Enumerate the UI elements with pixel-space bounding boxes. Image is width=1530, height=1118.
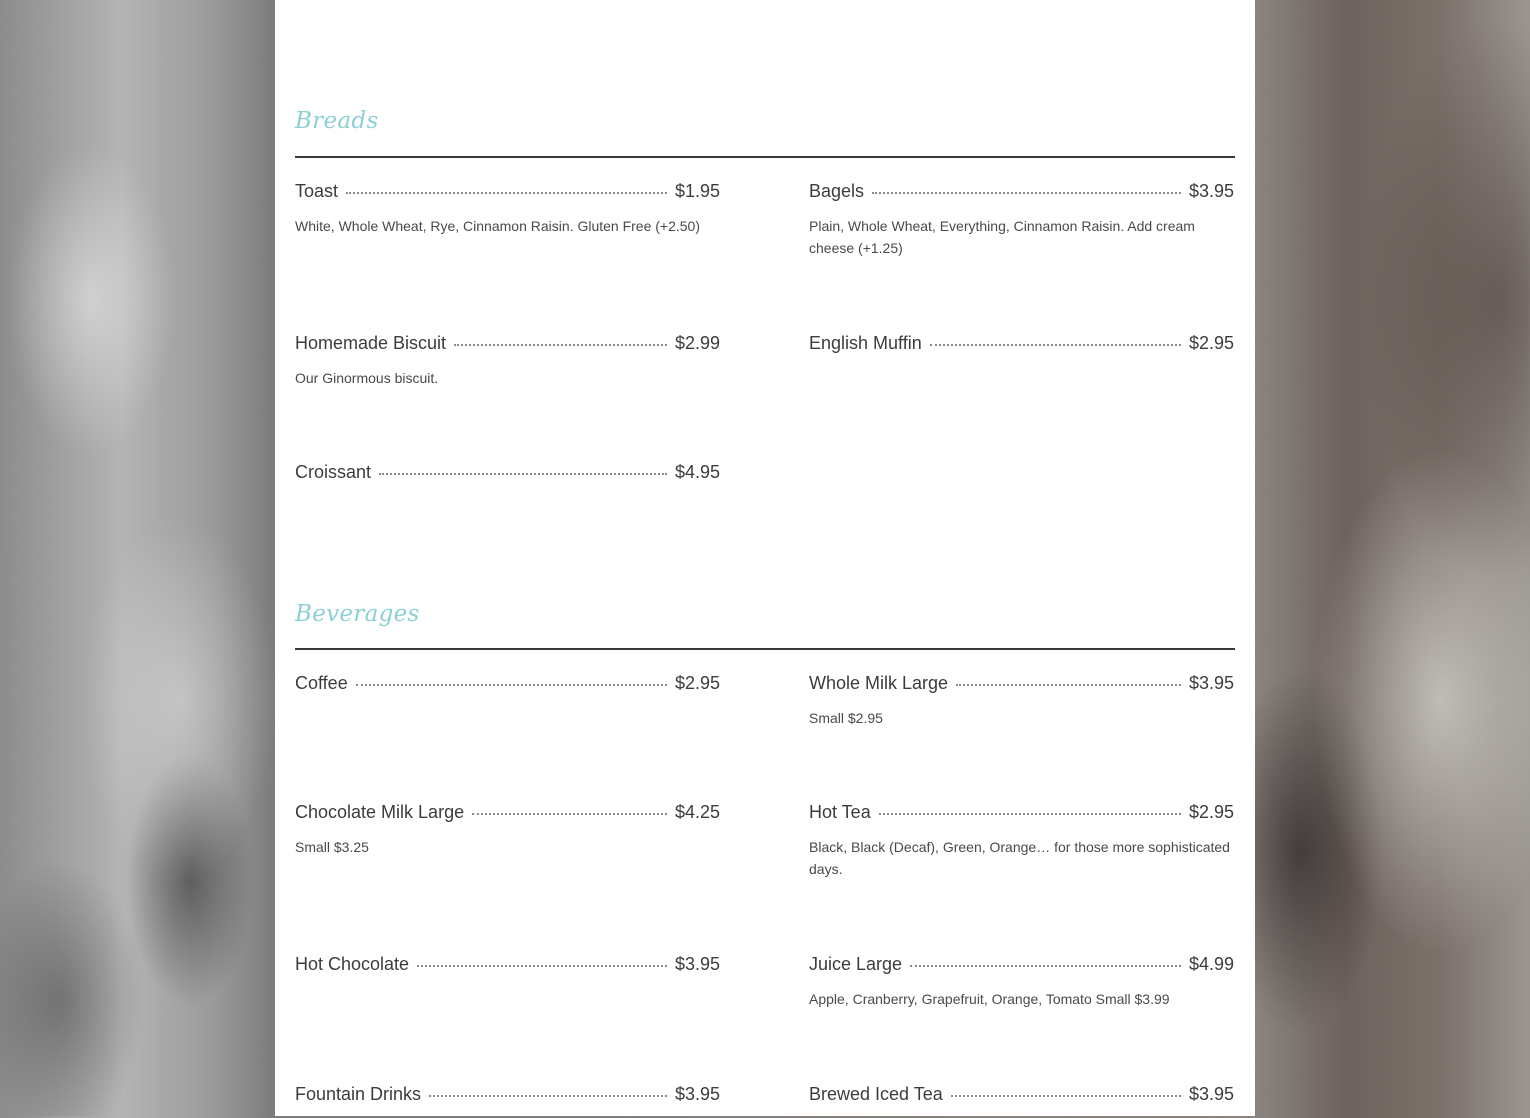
section-divider [295, 156, 1235, 158]
dot-leader [429, 1094, 667, 1097]
item-name: Whole Milk Large [809, 673, 949, 693]
dot-leader [472, 812, 667, 815]
menu-item [809, 952, 1234, 1010]
item-name: Toast [295, 181, 339, 201]
menu-item [809, 179, 1234, 259]
section-title-beverages: Beverages [295, 601, 420, 627]
item-name: Croissant [295, 462, 372, 482]
item-name: Hot Tea [809, 802, 871, 822]
item-price: $2.99 [674, 333, 720, 353]
item-price: $1.95 [674, 181, 720, 201]
item-price: $2.95 [674, 673, 720, 693]
section-divider [295, 648, 1235, 650]
dot-leader [454, 343, 667, 346]
item-price: $2.95 [1188, 333, 1234, 353]
item-name: Coffee [295, 673, 348, 693]
dot-leader [872, 191, 1181, 194]
item-name: Juice Large [809, 954, 903, 974]
item-name: Hot Chocolate [295, 954, 410, 974]
menu-panel [275, 0, 1255, 1116]
dot-leader [379, 472, 667, 475]
item-price: $4.25 [674, 802, 720, 822]
item-price: $2.95 [1188, 802, 1234, 822]
menu-item [809, 800, 1234, 880]
menu-item [295, 460, 720, 496]
dot-leader [346, 191, 667, 194]
item-name: English Muffin [809, 333, 922, 353]
item-name: Homemade Biscuit [295, 333, 447, 353]
item-description: Small $3.25 [295, 839, 369, 855]
dot-leader [956, 683, 1181, 686]
item-price: $4.99 [1188, 954, 1234, 974]
dot-leader [879, 812, 1181, 815]
dot-leader [951, 1094, 1181, 1097]
menu-item [295, 952, 720, 988]
item-price: $3.95 [1188, 1084, 1234, 1104]
item-description: Small $2.95 [809, 710, 883, 726]
item-description: Apple, Cranberry, Grapefruit, Orange, Tomato Small $3.99 [809, 991, 1170, 1007]
menu-item [809, 331, 1234, 367]
item-name: Chocolate Milk Large [295, 802, 465, 822]
menu-item [295, 1082, 720, 1118]
item-price: $3.95 [1188, 673, 1234, 693]
item-description: White, Whole Wheat, Rye, Cinnamon Raisin. Gluten Free (+2.50) [295, 218, 701, 234]
item-price: $3.95 [674, 954, 720, 974]
dot-leader [417, 964, 667, 967]
item-price: $3.95 [1188, 181, 1234, 201]
item-description: Black, Black (Decaf), Green, Orange… for those more sophisticated days. [809, 839, 1230, 877]
item-description: Our Ginormous biscuit. [295, 370, 439, 386]
item-name: Brewed Iced Tea [809, 1084, 943, 1104]
menu-item [295, 179, 720, 237]
menu-item [295, 671, 720, 707]
dot-leader [356, 683, 667, 686]
dot-leader [910, 964, 1181, 967]
menu-item [809, 1082, 1234, 1118]
item-name: Bagels [809, 181, 865, 201]
menu-item [295, 800, 720, 858]
item-price: $4.95 [674, 462, 720, 482]
section-title-breads: Breads [295, 108, 379, 134]
dot-leader [930, 343, 1181, 346]
menu-item [295, 331, 720, 389]
item-price: $3.95 [674, 1084, 720, 1104]
item-name: Fountain Drinks [295, 1084, 422, 1104]
item-description: Plain, Whole Wheat, Everything, Cinnamon Raisin. Add cream cheese (+1.25) [809, 218, 1195, 256]
menu-item [809, 671, 1234, 729]
